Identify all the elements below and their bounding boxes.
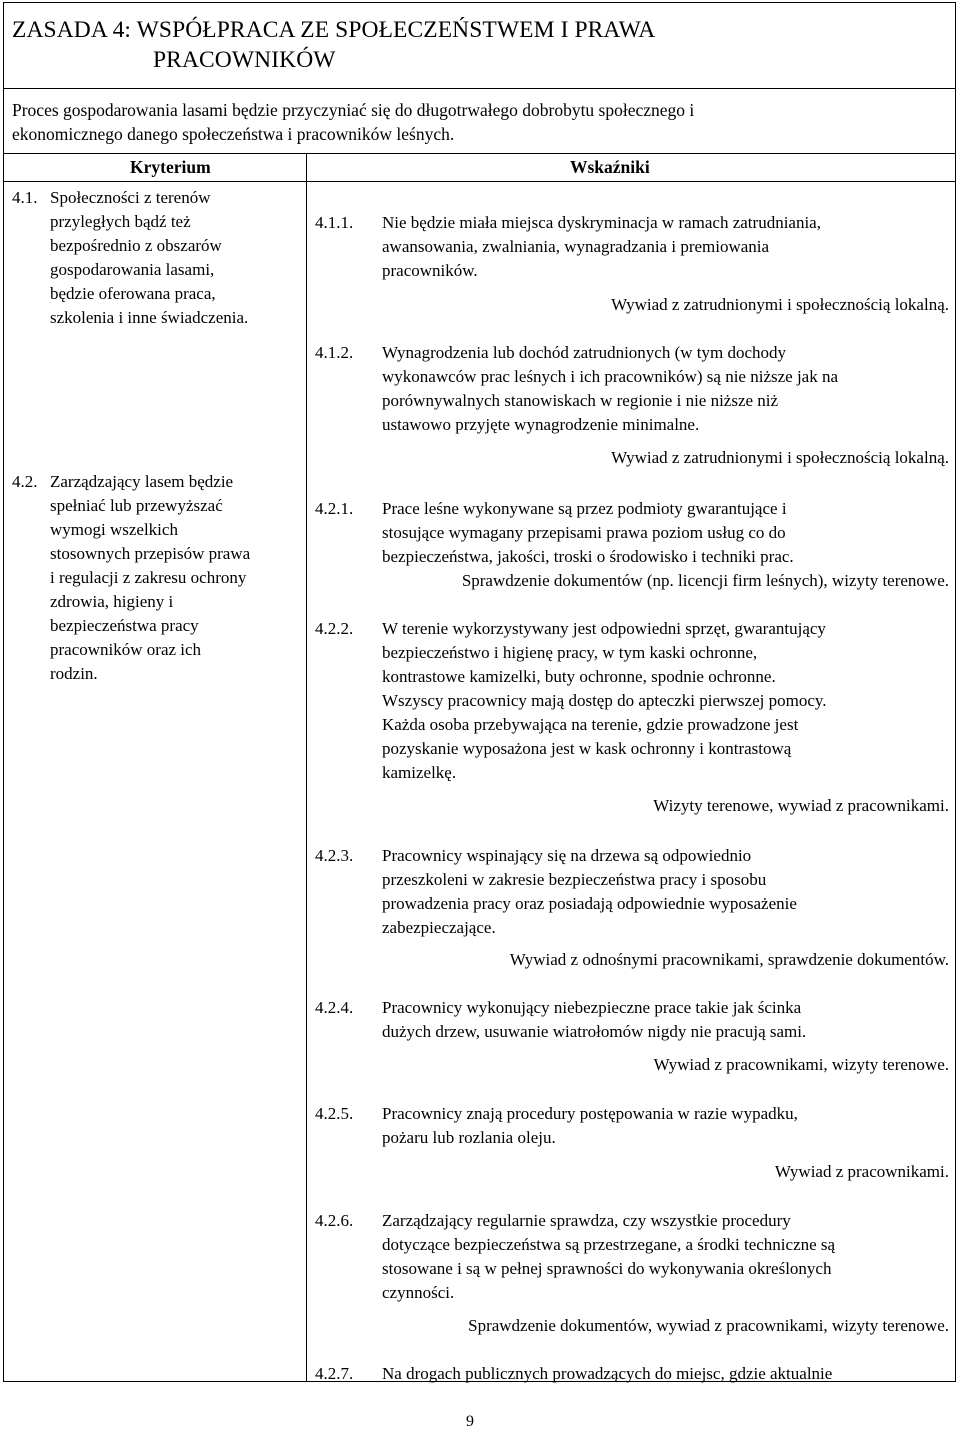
indicator-line: wykonawców prac leśnych i ich pracowników) są nie niższe jak na (382, 367, 839, 386)
indicator-line: przeszkoleni w zakresie bezpieczeństwa pracy i sposobu (382, 870, 767, 889)
indicator-verification: Wywiad z odnośnymi pracownikami, sprawdzenie dokumentów. (509, 950, 949, 969)
indicator-line: stosujące wymagany przepisami prawa poziom usług co do (382, 523, 786, 542)
indicator-line: Zarządzający regularnie sprawdza, czy wszystkie procedury (382, 1211, 791, 1230)
indicator-number: 4.2.4. (315, 998, 354, 1017)
indicator-line: Pracownicy wspinający się na drzewa są odpowiednio (382, 846, 752, 865)
indicator-line: pozyskanie wyposażona jest w kask ochronny i kontrastową (382, 739, 792, 758)
indicator-line: Każda osoba przebywająca na terenie, gdzie prowadzone jest (382, 715, 799, 734)
indicator-line: dużych drzew, usuwanie wiatrołomów nigdy nie pracują sami. (382, 1022, 807, 1041)
indicator-text (382, 1362, 832, 1386)
indicator-line: Nie będzie miała miejsca dyskryminacja w ramach zatrudniania, (382, 213, 821, 232)
page-number: 9 (466, 1413, 474, 1430)
indicator-line: czynności. (382, 1283, 455, 1302)
indicator-number: 4.1.2. (315, 343, 354, 362)
criterion-line: wymogi wszelkich (50, 520, 178, 539)
principle-intro (12, 98, 694, 146)
indicator-verification: Wywiad z pracownikami, wizyty terenowe. (653, 1055, 949, 1074)
indicator-verification: Wywiad z zatrudnionymi i społecznością lokalną. (611, 295, 949, 314)
indicator-line: zabezpieczające. (382, 918, 496, 937)
indicator-verification: Wywiad z pracownikami. (774, 1162, 949, 1181)
indicator-line: Wszyscy pracownicy mają dostęp do apteczki pierwszej pomocy. (382, 691, 827, 710)
principle-title (12, 15, 655, 75)
criterion-line: i regulacji z zakresu ochrony (50, 568, 247, 587)
indicator-line: pracowników. (382, 261, 478, 280)
indicator-verification: Wywiad z zatrudnionymi i społecznością lokalną. (611, 448, 949, 467)
indicator-text (382, 844, 797, 940)
criterion-line: bezpośrednio z obszarów (50, 236, 222, 255)
indicator-number: 4.2.3. (315, 846, 354, 865)
criterion-line: stosownych przepisów prawa (50, 544, 251, 563)
indicator-line: ustawowo przyjęte wynagrodzenie minimalne. (382, 415, 700, 434)
indicator-line: Pracownicy znają procedury postępowania w razie wypadku, (382, 1104, 798, 1123)
indicator-text (382, 1102, 798, 1150)
criterion-line: Zarządzający lasem będzie (50, 472, 234, 491)
column-divider (306, 153, 307, 1381)
criterion-line: bezpieczeństwa pracy (50, 616, 199, 635)
criterion-line: gospodarowania lasami, (50, 260, 215, 279)
indicator-line: kamizelkę. (382, 763, 457, 782)
indicator-line: Na drogach publicznych prowadzących do miejsc, gdzie aktualnie (382, 1364, 833, 1383)
criterion-number: 4.1. (12, 188, 38, 207)
indicator-number: 4.2.7. (315, 1364, 354, 1383)
document-frame (3, 2, 956, 1382)
criterion-text (50, 470, 250, 686)
criterion-line: będzie oferowana praca, (50, 284, 216, 303)
indicator-verification: Wizyty terenowe, wywiad z pracownikami. (653, 796, 949, 815)
criterion-line: Społeczności z terenów (50, 188, 211, 207)
indicator-text (382, 617, 827, 785)
indicator-line: kontrastowe kamizelki, buty ochronne, spodnie ochronne. (382, 667, 776, 686)
indicator-text (382, 341, 838, 437)
intro-divider (4, 153, 955, 154)
indicator-line: W terenie wykorzystywany jest odpowiedni sprzęt, gwarantujący (382, 619, 826, 638)
criterion-line: pracowników oraz ich (50, 640, 202, 659)
indicator-line: bezpieczeństwo i higienę pracy, w tym kaski ochronne, (382, 643, 758, 662)
indicator-line: dotyczące bezpieczeństwa są przestrzegane, a środki techniczne są (382, 1235, 836, 1254)
indicator-line: Pracownicy wykonujący niebezpieczne prace takie jak ścinka (382, 998, 802, 1017)
title-line-2: PRACOWNIKÓW (153, 47, 336, 73)
indicator-verification: Sprawdzenie dokumentów (np. licencji firm leśnych), wizyty terenowe. (461, 571, 949, 590)
indicator-line: porównywalnych stanowiskach w regionie i nie niższe niż (382, 391, 779, 410)
indicator-number: 4.1.1. (315, 213, 354, 232)
indicator-number: 4.2.6. (315, 1211, 354, 1230)
indicator-line: Prace leśne wykonywane są przez podmioty gwarantujące i (382, 499, 787, 518)
indicator-text (382, 211, 821, 283)
column-header-indicators: Wskaźniki (570, 157, 650, 177)
indicator-line: Wynagrodzenia lub dochód zatrudnionych (w tym dochody (382, 343, 787, 362)
indicator-line: pożaru lub rozlania oleju. (382, 1128, 556, 1147)
indicator-line: prowadzenia pracy oraz posiadają odpowiednie wyposażenie (382, 894, 797, 913)
indicator-verification: Sprawdzenie dokumentów, wywiad z pracownikami, wizyty terenowe. (468, 1316, 949, 1335)
header-divider (4, 181, 955, 182)
intro-line-1: Proces gospodarowania lasami będzie przyczyniać się do długotrwałego dobrobytu społecznego i (12, 100, 695, 120)
indicator-line: stosowane i są w pełnej sprawności do wykonywania określonych (382, 1259, 832, 1278)
column-header-criterion: Kryterium (130, 157, 211, 177)
criterion-text (50, 186, 248, 330)
indicator-text (382, 1209, 835, 1305)
criterion-line: przyległych bądź też (50, 212, 191, 231)
criterion-number: 4.2. (12, 472, 38, 491)
criterion-line: rodzin. (50, 664, 98, 683)
indicator-line: awansowania, zwalniania, wynagradzania i premiowania (382, 237, 770, 256)
indicator-text (382, 996, 806, 1044)
indicator-text (382, 497, 794, 569)
intro-line-2: ekonomicznego danego społeczeństwa i pracowników leśnych. (12, 124, 455, 144)
indicator-number: 4.2.1. (315, 499, 354, 518)
indicator-line: bezpieczeństwa, jakości, troski o środowisko i techniki prac. (382, 547, 794, 566)
indicator-number: 4.2.5. (315, 1104, 354, 1123)
criterion-line: zdrowia, higieny i (50, 592, 174, 611)
criterion-line: szkolenia i inne świadczenia. (50, 308, 249, 327)
title-line-1: ZASADA 4: WSPÓŁPRACA ZE SPOŁECZEŃSTWEM I PRAWA (12, 17, 656, 43)
criterion-line: spełniać lub przewyższać (50, 496, 223, 515)
indicator-number: 4.2.2. (315, 619, 354, 638)
title-divider (4, 88, 955, 89)
